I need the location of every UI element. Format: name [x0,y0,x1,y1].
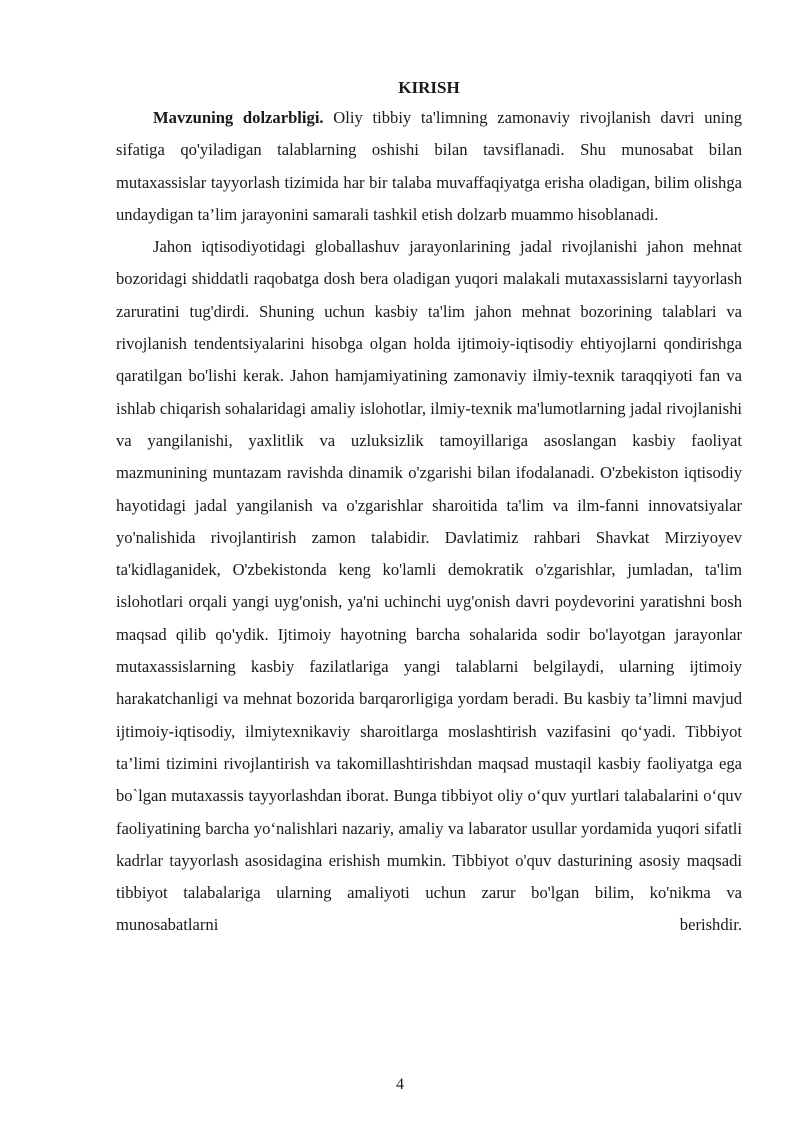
paragraph-globalization: Jahon iqtisodiyotidagi globallashuv jarayonlarining jadal rivojlanishi jahon mehnat bozoridagi shiddatli raqobatga dosh bera oladigan yuqori malakali mutaxassislarni tayyorlash zaruratini tug'dirdi. Shuning uchun kasbiy ta'lim jahon mehnat bozorining talablari va rivojlanish tendentsiyalarini hisobga olgan holda ijtimoiy-iqtisodiy ehtiyojlarni qondirishga qaratilgan bo'lishi kerak. Jahon hamjamiyatining zamonaviy ilmiy-texnik taraqqiyoti fan va ishlab chiqarish sohalaridagi amaliy islohotlar, ilmiy-texnik ma'lumotlarning jadal rivojlanishi va yangilanishi, yaxlitlik va uzluksizlik tamoyillariga asoslangan kasbiy faoliyat mazmunining muntazam ravishda dinamik o'zgarishi bilan ifodalanadi. O'zbekiston iqtisodiy hayotidagi jadal yangilanish va o'zgarishlar sharoitida ta'lim va ilm-fanni innovatsiyalar yo'nalishida rivojlantirish zamon talabidir. Davlatimiz rahbari Shavkat Mirziyoyev ta'kidlaganidek, O'zbekistonda keng ko'lamli demokratik o'zgarishlar, jumladan, ta'lim islohotlari orqali yangi uyg'onish, ya'ni uchinchi uyg'onish davri poydevorini yaratishni bosh maqsad qilib qo'ydik. Ijtimoiy hayotning barcha sohalarida sodir bo'layotgan jarayonlar mutaxassislarning kasbiy fazilatlariga yangi talablarni belgilaydi, ularning ijtimoiy harakatchanligi va mehnat bozorida barqarorligiga yordam beradi. Bu kasbiy ta’limni mavjud ijtimoiy-iqtisodiy, ilmiytexnikaviy sharoitlarga moslashtirish vazifasini qo‘yadi. Tibbiyot ta’limi tizimini rivojlantirish va takomillashtirishdan maqsad mustaqil kasbiy faoliyatga ega bo`lgan mutaxassis tayyorlashdan iborat. Bunga tibbiyot oliy o‘quv yurtlari talabalarini o‘quv faoliyatining barcha yo‘nalishlari nazariy, amaliy va labarator usullar yordamida yuqori sifatli kadrlar tayyorlash asosidagina erishish mumkin. Tibbiyot o'quv dasturining asosiy maqsadi tibbiyot talabalariga ularning amaliyoti uchun zarur bo'lgan bilim, ko'nikma va munosabatlarni berishdir. [116,237,742,935]
document-page [116,76,742,942]
paragraph-relevance [116,102,742,231]
paragraph-body-text: Oliy tibbiy ta'limning zamonaviy rivojlanish davri uning sifatiga qo'yiladigan talablarning oshishi bilan tavsiflanadi. Shu munosabat bilan mutaxassislar tayyorlash tizimida har bir talaba muvaffaqiyatga erisha oladigan, bilim olishga undaydigan ta’lim jarayonini samarali tashkil etish dolzarb muammo hisoblanadi. [116,108,743,224]
page-number: 4 [396,1076,404,1093]
section-title: KIRISH [398,78,460,97]
paragraph-lead-heading: Mavzuning dolzarbligi. [153,108,324,127]
